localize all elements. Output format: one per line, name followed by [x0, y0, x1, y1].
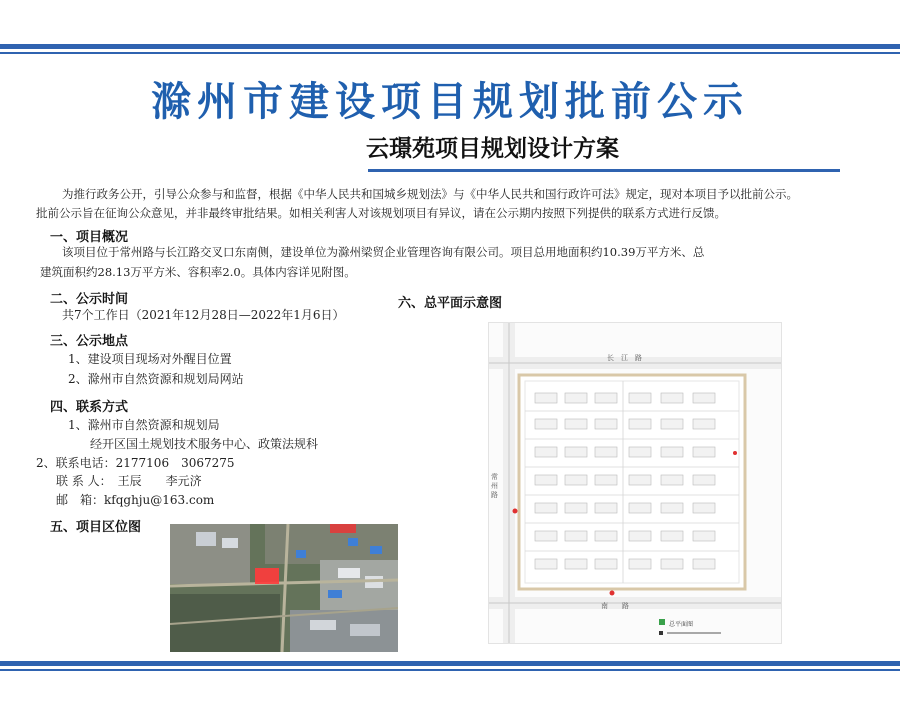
subtitle-underline — [368, 169, 840, 172]
section-1-line-1: 该项目位于常州路与长江路交叉口东南侧，建设单位为滁州梁贸企业管理咨询有限公司。项目总用地面积约10.39万平方米、总 — [62, 245, 705, 259]
section-1-heading: 一、项目概况 — [50, 230, 129, 245]
section-4-contact: 联 系 人： 王辰 李元济 — [56, 474, 202, 488]
section-3-item-1: 1、建设项目现场对外醒目位置 — [68, 352, 232, 366]
main-title: 滁州市建设项目规划批前公示 — [151, 78, 749, 125]
section-1-line-2: 建筑面积约28.13万平方米、容积率2.0。具体内容详见附图。 — [40, 265, 356, 279]
site-plan-diagram — [488, 322, 782, 644]
intro-line-1: 为推行政务公开，引导公众参与和监督，根据《中华人民共和国城乡规划法》与《中华人民共和国行政许可法》规定，现对本项目予以批前公示。 — [62, 187, 798, 201]
plan-legend-label: 总平面图 — [669, 621, 694, 628]
section-4-heading: 四、联系方式 — [50, 400, 129, 415]
section-5-heading: 五、项目区位图 — [50, 520, 142, 535]
plan-west-road-label: 常州路 — [491, 473, 498, 499]
section-4-item-1b: 经开区国土规划技术服务中心、政策法规科 — [90, 437, 319, 451]
section-4-email: 邮 箱：kfqghju@163.com — [56, 493, 215, 507]
section-2-line-1: 共7个工作日（2021年12月28日—2022年1月6日） — [62, 308, 345, 322]
top-rule-thick — [0, 44, 900, 49]
plan-north-road-label: 长 江 路 — [607, 354, 642, 362]
intro-line-2: 批前公示旨在征询公众意见，并非最终审批结果。如相关利害人对该规划项目有异议，请在公示期内按照下列提供的联系方式进行反馈。 — [36, 206, 726, 220]
section-3-heading: 三、公示地点 — [50, 334, 129, 349]
top-rule-thin — [0, 52, 900, 54]
section-3-item-2: 2、滁州市自然资源和规划局网站 — [68, 372, 244, 386]
section-6-heading: 六、总平面示意图 — [398, 296, 503, 311]
sub-title: 云璟苑项目规划设计方案 — [366, 136, 619, 162]
location-aerial-map — [170, 524, 398, 652]
section-4-item-1: 1、滁州市自然资源和规划局 — [68, 418, 220, 432]
bottom-rule-thin — [0, 669, 900, 671]
section-4-phone: 2、联系电话：2177106 3067275 — [36, 456, 235, 470]
section-2-heading: 二、公示时间 — [50, 292, 129, 307]
bottom-rule-thick — [0, 661, 900, 666]
plan-south-road-label: 南 路 — [601, 602, 629, 610]
